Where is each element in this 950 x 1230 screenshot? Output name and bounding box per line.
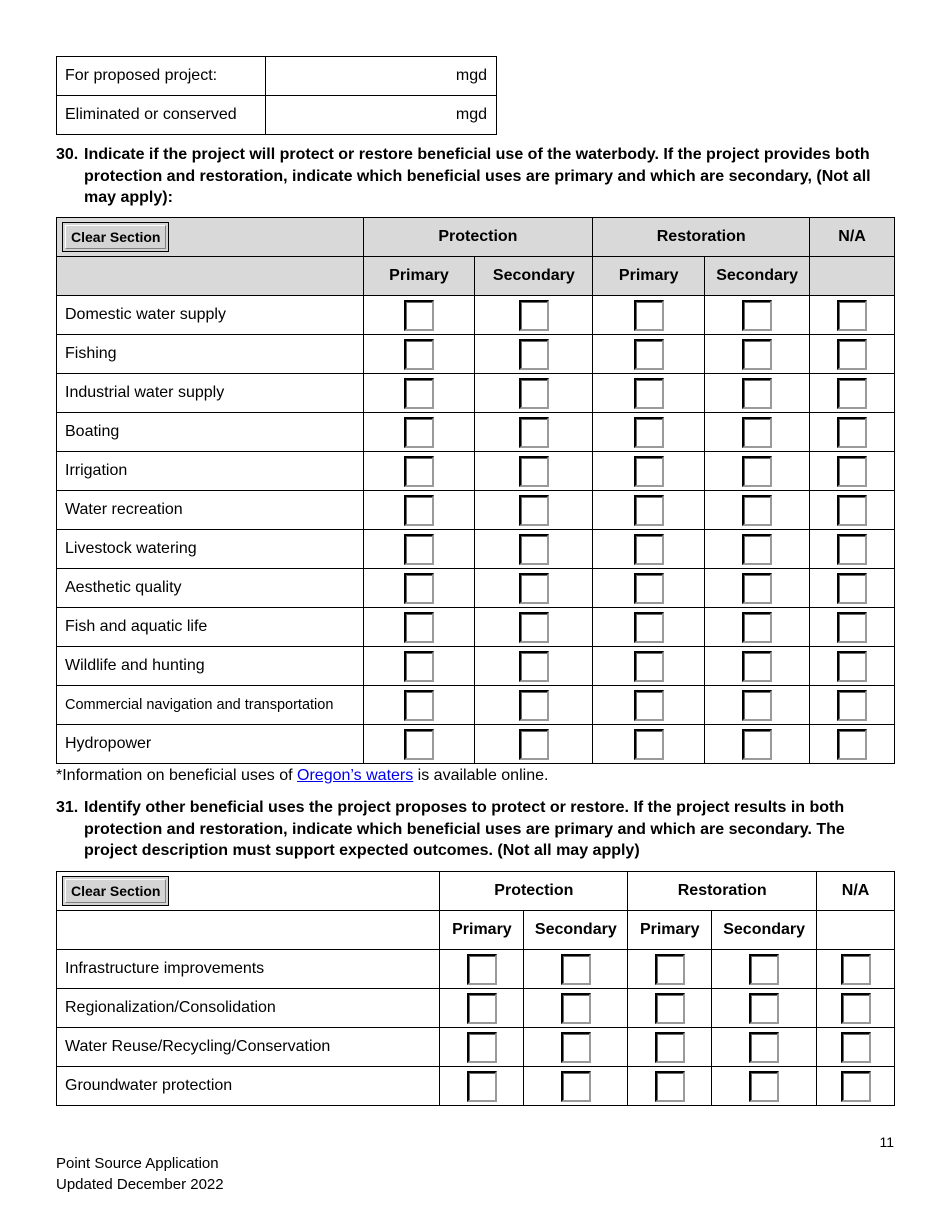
checkbox-protection-secondary[interactable] — [519, 729, 549, 760]
checkbox-protection-secondary[interactable] — [519, 612, 549, 643]
checkbox-protection-secondary[interactable] — [561, 1032, 591, 1063]
checkbox-protection-primary[interactable] — [404, 495, 434, 526]
table-row — [57, 1067, 895, 1106]
checkbox-protection-secondary[interactable] — [561, 993, 591, 1024]
flow-table — [56, 56, 497, 135]
checkbox-protection-secondary[interactable] — [519, 456, 549, 487]
flow-input-proposed[interactable]: mgd — [266, 57, 497, 96]
beneficial-use-label: Regionalization/Consolidation — [57, 989, 440, 1028]
beneficial-use-table-30 — [56, 217, 895, 764]
checkbox-protection-primary[interactable] — [467, 1032, 497, 1063]
table-row — [57, 950, 895, 989]
table-row — [57, 96, 497, 135]
checkbox-restoration-secondary[interactable] — [749, 1071, 779, 1102]
checkbox-na[interactable] — [837, 378, 867, 409]
footer — [56, 1153, 224, 1195]
beneficial-use-label: Hydropower — [57, 725, 364, 764]
table-row — [57, 452, 895, 491]
checkbox-restoration-primary[interactable] — [634, 690, 664, 721]
checkbox-protection-secondary[interactable] — [519, 651, 549, 682]
beneficial-use-label: Domestic water supply — [57, 296, 364, 335]
checkbox-na[interactable] — [841, 993, 871, 1024]
checkbox-restoration-secondary[interactable] — [742, 651, 772, 682]
checkbox-restoration-primary[interactable] — [634, 300, 664, 331]
table-subheader-row — [57, 911, 895, 950]
table-row — [57, 686, 895, 725]
checkbox-restoration-primary[interactable] — [634, 573, 664, 604]
checkbox-protection-primary[interactable] — [404, 417, 434, 448]
table-row — [57, 530, 895, 569]
table-header-row — [57, 872, 895, 911]
question-number: 30. — [56, 146, 79, 163]
flow-input-eliminated[interactable]: mgd — [266, 96, 497, 135]
header-protection: Protection — [440, 872, 628, 911]
question-text: Identify other beneficial uses the project proposes to protect or restore. If the project results in both protection and restoration, indicate which beneficial uses are primary and which are secondary. The project description must support expected outcomes. (Not all may apply) — [84, 799, 845, 859]
header-secondary: Secondary — [475, 257, 593, 296]
checkbox-restoration-secondary[interactable] — [742, 612, 772, 643]
table-row — [57, 725, 895, 764]
table-row — [57, 647, 895, 686]
beneficial-use-label: Aesthetic quality — [57, 569, 364, 608]
beneficial-use-label: Industrial water supply — [57, 374, 364, 413]
checkbox-protection-primary[interactable] — [467, 954, 497, 985]
flow-label-proposed: For proposed project: — [57, 57, 266, 96]
checkbox-restoration-primary[interactable] — [655, 993, 685, 1024]
checkbox-restoration-primary[interactable] — [655, 954, 685, 985]
beneficial-use-label: Livestock watering — [57, 530, 364, 569]
beneficial-use-label: Water recreation — [57, 491, 364, 530]
question-31 — [56, 797, 896, 862]
checkbox-restoration-secondary[interactable] — [749, 1032, 779, 1063]
beneficial-use-label: Irrigation — [57, 452, 364, 491]
checkbox-protection-primary[interactable] — [404, 534, 434, 565]
checkbox-protection-secondary[interactable] — [519, 690, 549, 721]
checkbox-protection-secondary[interactable] — [519, 495, 549, 526]
question-30 — [56, 144, 896, 209]
checkbox-restoration-secondary[interactable] — [749, 993, 779, 1024]
beneficial-use-label: Infrastructure improvements — [57, 950, 440, 989]
clear-section-button[interactable]: Clear Section — [62, 222, 169, 252]
table-row — [57, 989, 895, 1028]
checkbox-restoration-primary[interactable] — [634, 456, 664, 487]
table-subheader-row — [57, 257, 895, 296]
checkbox-na[interactable] — [837, 339, 867, 370]
checkbox-protection-primary[interactable] — [404, 378, 434, 409]
header-restoration: Restoration — [628, 872, 817, 911]
checkbox-na[interactable] — [837, 456, 867, 487]
checkbox-restoration-primary[interactable] — [634, 612, 664, 643]
checkbox-na[interactable] — [841, 1032, 871, 1063]
checkbox-protection-primary[interactable] — [404, 456, 434, 487]
checkbox-protection-secondary[interactable] — [519, 417, 549, 448]
beneficial-use-label: Fishing — [57, 335, 364, 374]
checkbox-restoration-primary[interactable] — [634, 729, 664, 760]
checkbox-na[interactable] — [837, 417, 867, 448]
clear-section-button[interactable]: Clear Section — [62, 876, 169, 906]
checkbox-protection-secondary[interactable] — [519, 534, 549, 565]
checkbox-protection-primary[interactable] — [404, 300, 434, 331]
checkbox-restoration-secondary[interactable] — [742, 495, 772, 526]
checkbox-restoration-secondary[interactable] — [742, 339, 772, 370]
header-na: N/A — [810, 218, 895, 257]
table-header-row — [57, 218, 895, 257]
header-restoration: Restoration — [593, 218, 810, 257]
checkbox-restoration-primary[interactable] — [634, 378, 664, 409]
checkbox-na[interactable] — [837, 495, 867, 526]
header-secondary: Secondary — [712, 911, 817, 950]
checkbox-protection-secondary[interactable] — [519, 378, 549, 409]
oregon-waters-link[interactable]: Oregon’s waters — [297, 767, 414, 784]
header-secondary: Secondary — [705, 257, 810, 296]
checkbox-protection-secondary[interactable] — [519, 339, 549, 370]
table-row — [57, 374, 895, 413]
checkbox-restoration-secondary[interactable] — [742, 300, 772, 331]
checkbox-protection-primary[interactable] — [404, 573, 434, 604]
checkbox-restoration-secondary[interactable] — [742, 729, 772, 760]
checkbox-restoration-primary[interactable] — [634, 417, 664, 448]
checkbox-protection-primary[interactable] — [404, 729, 434, 760]
table-row — [57, 608, 895, 647]
checkbox-protection-primary[interactable] — [404, 339, 434, 370]
table-row — [57, 335, 895, 374]
question-number: 31. — [56, 799, 79, 816]
checkbox-na[interactable] — [837, 729, 867, 760]
header-primary: Primary — [363, 257, 475, 296]
checkbox-na[interactable] — [837, 651, 867, 682]
page-number: 11 — [879, 1134, 894, 1150]
header-primary: Primary — [593, 257, 705, 296]
checkbox-restoration-secondary[interactable] — [742, 417, 772, 448]
header-primary: Primary — [628, 911, 712, 950]
checkbox-protection-primary[interactable] — [404, 690, 434, 721]
beneficial-use-label: Groundwater protection — [57, 1067, 440, 1106]
beneficial-uses-note: *Information on beneficial uses of Oregon’s waters is available online. — [56, 767, 549, 784]
checkbox-restoration-primary[interactable] — [655, 1032, 685, 1063]
checkbox-restoration-primary[interactable] — [634, 534, 664, 565]
checkbox-restoration-secondary[interactable] — [742, 690, 772, 721]
question-text: Indicate if the project will protect or restore beneficial use of the waterbody. If the project provides both protection and restoration, indicate which beneficial uses are primary and which are secondary, (Not all may apply): — [84, 146, 871, 206]
table-row — [57, 296, 895, 335]
checkbox-na[interactable] — [837, 300, 867, 331]
checkbox-na[interactable] — [837, 534, 867, 565]
checkbox-protection-primary[interactable] — [404, 612, 434, 643]
table-row — [57, 57, 497, 96]
table-row — [57, 1028, 895, 1067]
checkbox-na[interactable] — [841, 954, 871, 985]
checkbox-protection-primary[interactable] — [404, 651, 434, 682]
beneficial-use-label: Wildlife and hunting — [57, 647, 364, 686]
header-primary: Primary — [440, 911, 524, 950]
flow-label-eliminated: Eliminated or conserved — [57, 96, 266, 135]
checkbox-restoration-secondary[interactable] — [749, 954, 779, 985]
checkbox-restoration-primary[interactable] — [634, 495, 664, 526]
footer-date: Updated December 2022 — [56, 1176, 224, 1193]
checkbox-protection-primary[interactable] — [467, 993, 497, 1024]
table-row — [57, 491, 895, 530]
table-row — [57, 413, 895, 452]
checkbox-restoration-primary[interactable] — [655, 1071, 685, 1102]
checkbox-restoration-primary[interactable] — [634, 339, 664, 370]
checkbox-restoration-secondary[interactable] — [742, 456, 772, 487]
beneficial-use-label: Water Reuse/Recycling/Conservation — [57, 1028, 440, 1067]
beneficial-use-label: Commercial navigation and transportation — [57, 686, 364, 725]
table-row — [57, 569, 895, 608]
beneficial-use-table-31 — [56, 871, 895, 1106]
header-secondary: Secondary — [524, 911, 628, 950]
checkbox-restoration-secondary[interactable] — [742, 573, 772, 604]
checkbox-na[interactable] — [841, 1071, 871, 1102]
checkbox-na[interactable] — [837, 612, 867, 643]
checkbox-na[interactable] — [837, 573, 867, 604]
checkbox-protection-secondary[interactable] — [519, 300, 549, 331]
checkbox-protection-secondary[interactable] — [519, 573, 549, 604]
checkbox-na[interactable] — [837, 690, 867, 721]
checkbox-protection-primary[interactable] — [467, 1071, 497, 1102]
checkbox-protection-secondary[interactable] — [561, 954, 591, 985]
checkbox-restoration-secondary[interactable] — [742, 534, 772, 565]
checkbox-restoration-primary[interactable] — [634, 651, 664, 682]
footer-title: Point Source Application — [56, 1155, 219, 1172]
header-na: N/A — [817, 872, 895, 911]
beneficial-use-label: Boating — [57, 413, 364, 452]
beneficial-use-label: Fish and aquatic life — [57, 608, 364, 647]
checkbox-protection-secondary[interactable] — [561, 1071, 591, 1102]
checkbox-restoration-secondary[interactable] — [742, 378, 772, 409]
header-protection: Protection — [363, 218, 593, 257]
